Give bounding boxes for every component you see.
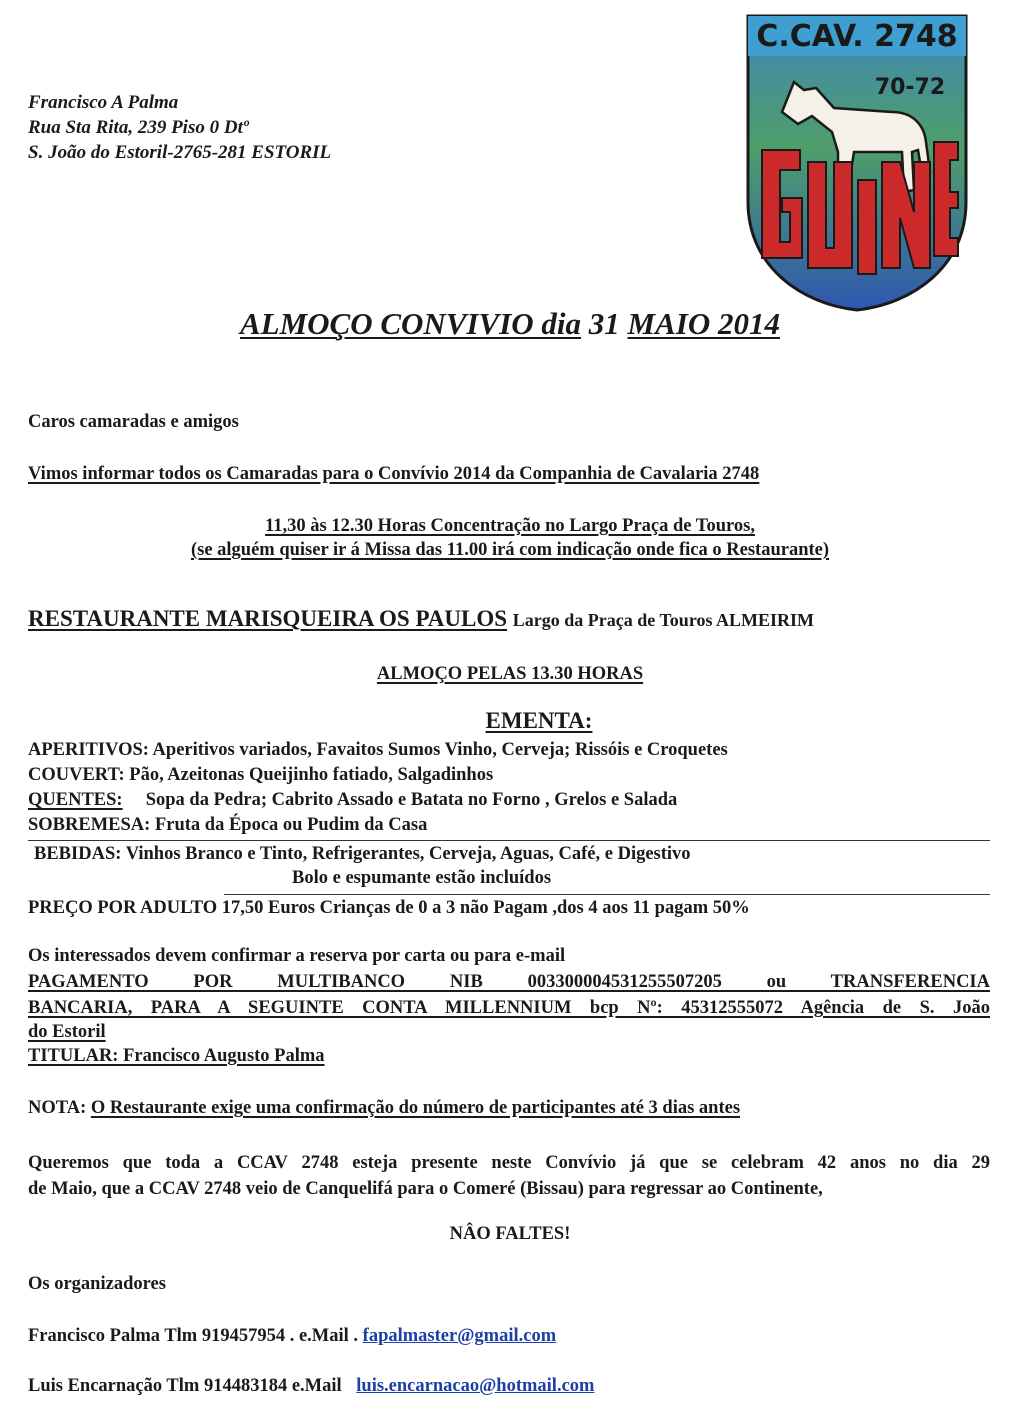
greeting: Caros camaradas e amigos xyxy=(28,412,239,432)
quentes-text: Sopa da Pedra; Cabrito Assado e Batata no Forno , Grelos e Salada xyxy=(145,790,678,810)
payment-line-2: BANCARIA, PARA A SEGUINTE CONTA MILLENNIUM bcp Nº: 45312555072 Agência de S. João xyxy=(28,998,990,1018)
crest-unit-label: C.CAV. 2748 xyxy=(756,19,958,54)
payment-titular: TITULAR: Francisco Augusto Palma xyxy=(28,1046,325,1066)
menu-items xyxy=(28,738,728,838)
menu-heading: EMENTA: xyxy=(485,708,593,733)
closing-line-2: de Maio, que a CCAV 2748 veio de Canquelifá para o Comeré (Bissau) para regressar ao Continente, xyxy=(28,1179,823,1199)
organizer-1-text: Francisco Palma Tlm 919457954 . e.Mail . xyxy=(28,1326,359,1346)
couvert-label: COUVERT: xyxy=(28,765,125,785)
closing-paragraph xyxy=(28,1150,990,1202)
closing-line-1: Queremos que toda a CCAV 2748 esteja presente neste Convívio já que se celebram 42 anos no dia 29 xyxy=(28,1153,990,1173)
payment-intro: Os interessados devem confirmar a reserva por carta ou para e-mail xyxy=(28,946,566,966)
schedule-line-2: (se alguém quiser ir á Missa das 11.00 irá com indicação onde fica o Restaurante) xyxy=(190,540,830,560)
crest-years-label: 70-72 xyxy=(874,75,946,100)
note-text: O Restaurante exige uma confirmação do número de participantes até 3 dias antes xyxy=(90,1098,741,1118)
page-title xyxy=(0,306,1020,342)
menu-aperitivos xyxy=(28,738,728,763)
aperitivos-text: Aperitivos variados, Favaitos Sumos Vinho, Cerveja; Rissóis e Croquetes xyxy=(152,740,728,760)
note-label: NOTA: xyxy=(28,1098,87,1118)
menu-quentes xyxy=(28,788,728,813)
unit-crest-logo xyxy=(742,12,972,314)
sender-address xyxy=(28,90,331,165)
organizer-2-text: Luis Encarnação Tlm 914483184 e.Mail xyxy=(28,1376,342,1396)
couvert-text: Pão, Azeitonas Queijinho fatiado, Salgadinhos xyxy=(129,765,494,785)
sender-city: S. João do Estoril-2765-281 ESTORIL xyxy=(28,142,332,163)
sender-name: Francisco A Palma xyxy=(28,92,179,113)
menu-couvert xyxy=(28,763,728,788)
bebidas-text: Vinhos Branco e Tinto, Refrigerantes, Cerveja, Aguas, Café, e Digestivo xyxy=(125,844,691,864)
price-line: PREÇO POR ADULTO 17,50 Euros Crianças de 0 a 3 não Pagam ,dos 4 aos 11 pagam 50% xyxy=(28,898,750,918)
note-line xyxy=(28,1098,740,1119)
organizer-2 xyxy=(28,1376,594,1397)
restaurant-name: RESTAURANTE MARISQUEIRA OS PAULOS xyxy=(28,606,508,631)
title-part-3: MAIO 2014 xyxy=(627,306,780,341)
bebidas-label: BEBIDAS: xyxy=(34,844,122,864)
menu-divider-bottom xyxy=(224,894,990,895)
aperitivos-label: APERITIVOS: xyxy=(28,740,149,760)
schedule-line-1: 11,30 às 12.30 Horas Concentração no Largo Praça de Touros, xyxy=(265,516,755,536)
quentes-label: QUENTES: xyxy=(28,790,123,810)
restaurant-location: Largo da Praça de Touros ALMEIRIM xyxy=(512,610,814,630)
title-part-1: ALMOÇO CONVIVIO dia xyxy=(239,306,582,341)
restaurant-line xyxy=(28,606,814,632)
payment-line-3: do Estoril xyxy=(28,1022,106,1042)
sobremesa-text: Fruta da Época ou Pudim da Casa xyxy=(154,815,428,835)
intro-text: Vimos informar todos os Camaradas para o Convívio 2014 da Companhia de Cavalaria 2748 xyxy=(28,464,760,484)
organizers-heading: Os organizadores xyxy=(28,1274,166,1294)
organizer-1-email-link[interactable]: fapalmaster@gmail.com xyxy=(362,1326,557,1346)
lunch-time: ALMOÇO PELAS 13.30 HORAS xyxy=(376,664,644,684)
organizer-1 xyxy=(28,1326,556,1347)
exclaim-text: NÂO FALTES! xyxy=(449,1224,571,1244)
organizer-2-email-link[interactable]: luis.encarnacao@hotmail.com xyxy=(356,1376,595,1396)
sobremesa-label: SOBREMESA: xyxy=(28,815,151,835)
title-part-2: 31 xyxy=(588,306,620,341)
sender-street: Rua Sta Rita, 239 Piso 0 Dtº xyxy=(28,117,249,138)
menu-bolo: Bolo e espumante estão incluídos xyxy=(292,868,552,888)
menu-divider-top xyxy=(28,840,990,841)
menu-sobremesa xyxy=(28,813,728,838)
menu-bebidas xyxy=(34,844,691,865)
payment-line-1: PAGAMENTO POR MULTIBANCO NIB 003300004531255507205 ou TRANSFERENCIA xyxy=(28,972,990,992)
